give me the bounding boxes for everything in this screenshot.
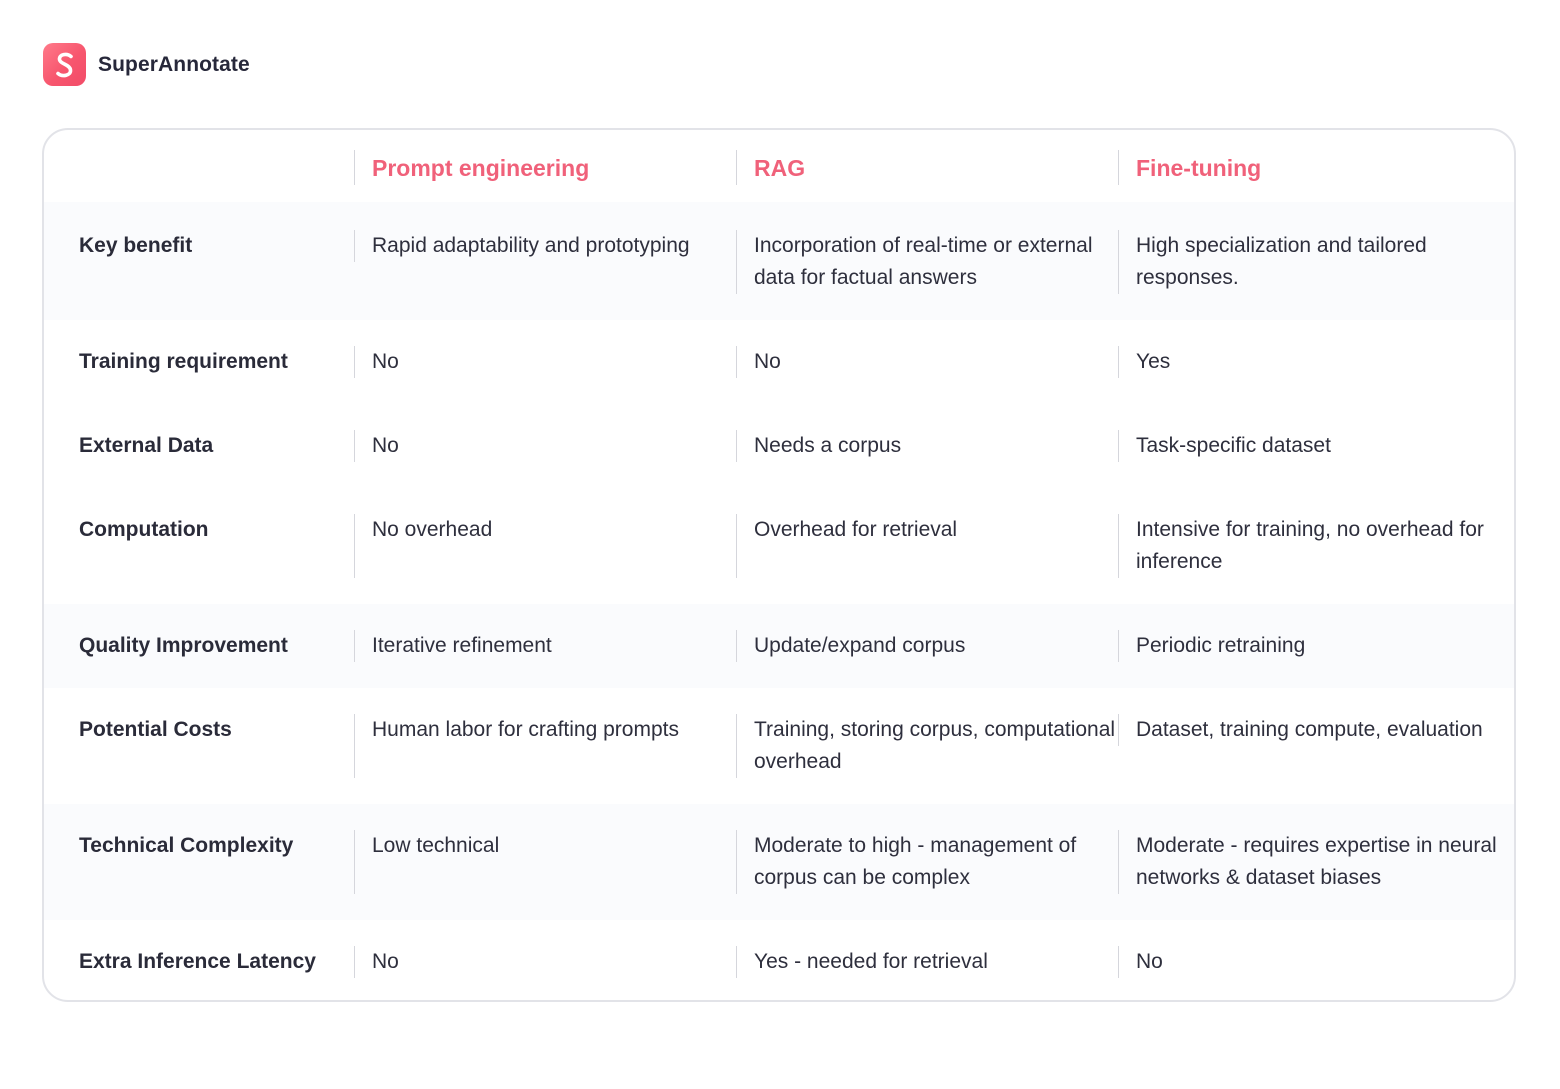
column-header-rag: RAG bbox=[736, 150, 1116, 185]
row-label: Potential Costs bbox=[79, 718, 232, 741]
table-row bbox=[44, 320, 1514, 404]
table-cell: Training, storing corpus, computational overhead bbox=[736, 714, 1116, 778]
comparison-table bbox=[42, 128, 1516, 1002]
column-header-fine-tuning: Fine-tuning bbox=[1118, 150, 1498, 185]
table-row bbox=[44, 920, 1514, 1002]
superannotate-logo-icon bbox=[43, 43, 86, 86]
table-cell: Update/expand corpus bbox=[736, 630, 1116, 662]
table-cell: Intensive for training, no overhead for inference bbox=[1118, 514, 1498, 578]
table-cell: No overhead bbox=[354, 514, 734, 578]
column-header-prompt-engineering: Prompt engineering bbox=[354, 150, 734, 185]
table-row bbox=[44, 604, 1514, 688]
table-cell: Rapid adaptability and prototyping bbox=[354, 230, 734, 262]
table-cell: Moderate to high - management of corpus can be complex bbox=[736, 830, 1116, 894]
table-cell: Dataset, training compute, evaluation bbox=[1118, 714, 1498, 746]
table-cell: Yes bbox=[1118, 346, 1498, 378]
table-cell: No bbox=[354, 946, 734, 978]
row-label: Extra Inference Latency bbox=[79, 950, 316, 973]
table-cell: No bbox=[354, 346, 734, 378]
row-label: Key benefit bbox=[79, 234, 193, 257]
row-label: Technical Complexity bbox=[79, 834, 294, 857]
row-label: Quality Improvement bbox=[79, 634, 288, 657]
table-cell: Iterative refinement bbox=[354, 630, 734, 662]
table-cell: Yes - needed for retrieval bbox=[736, 946, 1116, 978]
table-cell: Incorporation of real-time or external data for factual answers bbox=[736, 230, 1116, 294]
table-cell: High specialization and tailored responses. bbox=[1118, 230, 1498, 294]
table-cell: Needs a corpus bbox=[736, 430, 1116, 462]
table-cell: No bbox=[736, 346, 1116, 378]
table-row bbox=[44, 688, 1514, 804]
table-cell: No bbox=[354, 430, 734, 462]
table-header-row bbox=[44, 130, 1514, 202]
table-cell: Overhead for retrieval bbox=[736, 514, 1116, 578]
table-cell: Moderate - requires expertise in neural networks & dataset biases bbox=[1118, 830, 1498, 894]
brand-name: SuperAnnotate bbox=[98, 52, 250, 76]
table-cell: No bbox=[1118, 946, 1498, 978]
brand-header bbox=[43, 43, 250, 86]
row-label: Training requirement bbox=[79, 350, 288, 373]
table-cell: Periodic retraining bbox=[1118, 630, 1498, 662]
table-cell: Task-specific dataset bbox=[1118, 430, 1498, 462]
row-label: External Data bbox=[79, 434, 214, 457]
table-cell: Low technical bbox=[354, 830, 734, 894]
table-row bbox=[44, 404, 1514, 488]
table-row bbox=[44, 488, 1514, 604]
table-row bbox=[44, 804, 1514, 920]
row-label: Computation bbox=[79, 518, 209, 541]
table-cell: Human labor for crafting prompts bbox=[354, 714, 734, 778]
table-row bbox=[44, 202, 1514, 320]
